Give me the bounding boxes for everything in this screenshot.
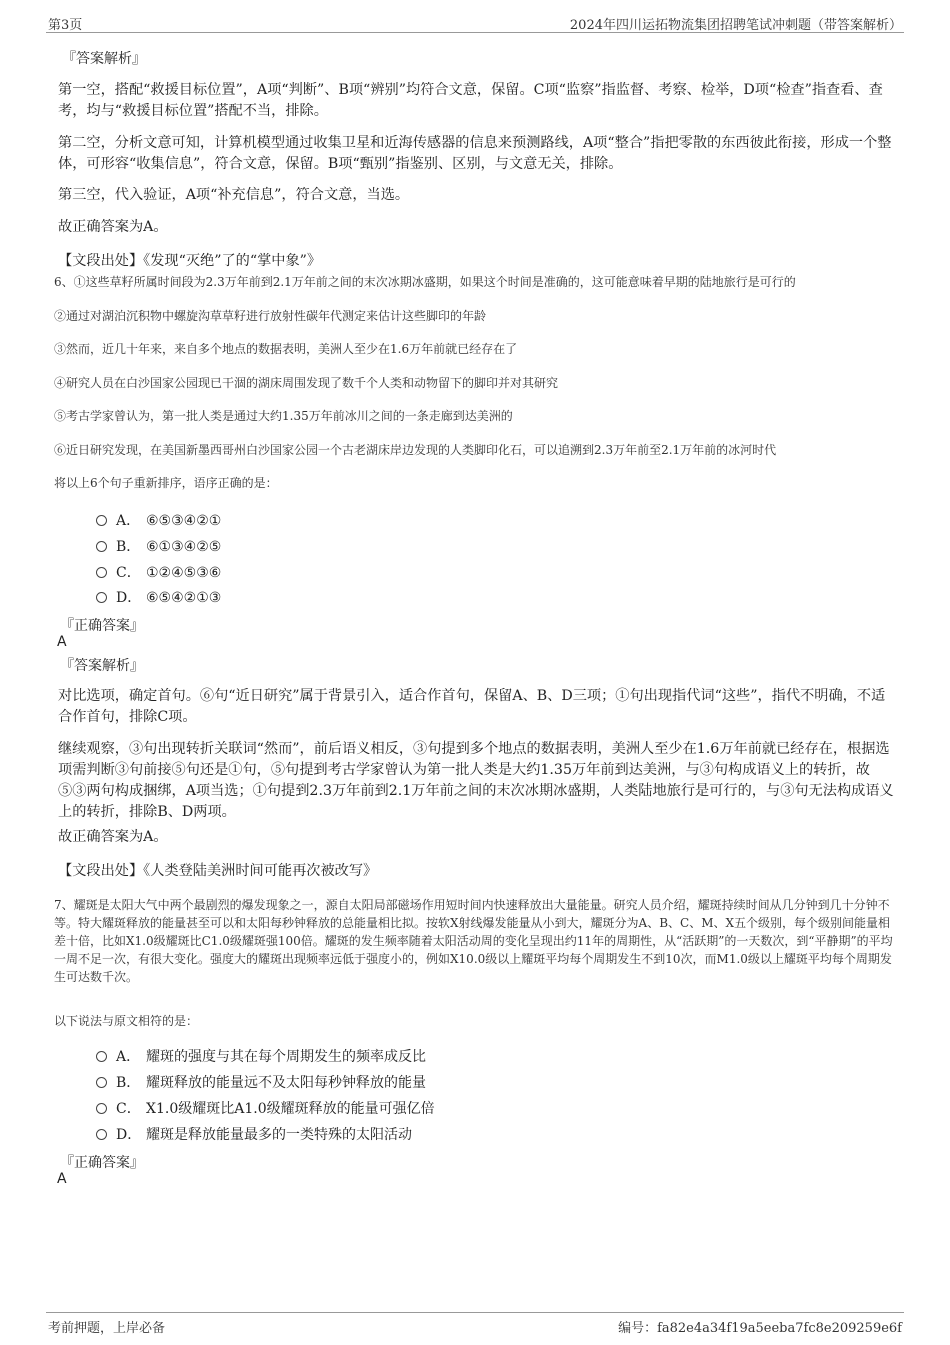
correct-answer: A [57, 1171, 67, 1187]
correct-answer-tag: 『正确答案』 [60, 1155, 144, 1171]
radio-icon[interactable] [96, 1077, 107, 1088]
radio-icon[interactable] [96, 1129, 107, 1140]
radio-icon[interactable] [96, 567, 107, 578]
radio-icon[interactable] [96, 541, 107, 552]
radio-icon[interactable] [96, 1051, 107, 1062]
analysis-paragraph-2: 第二空，分析文意可知，计算机模型通过收集卫星和近海传感器的信息来预测路线，A项“整合”指把零散的东西彼此衔接，形成一个整体，可形容“收集信息”，符合文意，保留。B项“甄别”指鉴别、区别，与文意无关，排除。 [58, 135, 892, 172]
correct-answer: A [57, 634, 67, 650]
source-citation: 【文段出处】《发现“灭绝”了的“掌中象”》 [58, 253, 322, 269]
analysis-paragraph-1: 对比选项，确定首句。⑥句“近日研究”属于背景引入，适合作首句，保留A、B、D三项；①句出现指代词“这些”，指代不明确，不适合作首句，排除C项。 [58, 688, 886, 725]
question-6-sentence-5: ⑤考古学家曾认为，第一批人类是通过大约1.35万年前冰川之间的一条走廊到达美洲的 [54, 409, 513, 423]
analysis-tag: 『答案解析』 [60, 658, 144, 674]
analysis-paragraph-2: 继续观察，③句出现转折关联词“然而”，前后语义相反，③句提到多个地点的数据表明，美洲人至少在1.6万年前就已经存在，根据选项需判断③句前接⑤句还是①句，⑤句提到考古学家曾认为第一批人类是大约1.35万年前到达美洲，与③句构成语义上的转折，故⑤③两句构成捆绑，A项当选；①句提到2.3万年前到2.1万年前之间的末次冰期冰盛期，人类陆地旅行是可行的，与③句无法构成语义上的转折，排除B、D两项。 [58, 741, 894, 820]
question-6-sentence-1: 6、①这些草籽所属时间段为2.3万年前到2.1万年前之间的末次冰期冰盛期，如果这个时间是准确的，这可能意味着早期的陆地旅行是可行的 [54, 275, 796, 289]
radio-icon[interactable] [96, 1103, 107, 1114]
radio-icon[interactable] [96, 515, 107, 526]
q6-option-b[interactable]: B． ⑥①③④②⑤ [96, 536, 221, 556]
analysis-paragraph-4: 故正确答案为A。 [58, 219, 168, 235]
page-footer [46, 1312, 904, 1335]
question-7-prompt: 以下说法与原文相符的是： [54, 1014, 199, 1028]
question-6-sentence-6: ⑥近日研究发现，在美国新墨西哥州白沙国家公园一个古老湖床岸边发现的人类脚印化石，可以追溯到2.3万年前至2.1万年前的冰河时代 [54, 443, 777, 457]
q7-option-b[interactable]: B． 耀斑释放的能量远不及太阳每秒钟释放的能量 [96, 1072, 426, 1092]
page-header [46, 12, 904, 33]
analysis-paragraph-1: 第一空，搭配“救援目标位置”，A项“判断”、B项“辨别”均符合文意，保留。C项“监察”指监督、考察、检举，D项“检查”指查看、查考，均与“救援目标位置”搭配不当，排除。 [58, 82, 883, 119]
analysis-paragraph-3: 第三空，代入验证，A项“补充信息”，符合文意，当选。 [58, 187, 410, 203]
q7-option-c[interactable]: C． X1.0级耀斑比A1.0级耀斑释放的能量可强亿倍 [96, 1098, 435, 1118]
q7-option-a[interactable]: A． 耀斑的强度与其在每个周期发生的频率成反比 [96, 1046, 426, 1066]
question-7-passage: 7、耀斑是太阳大气中两个最剧烈的爆发现象之一，源自太阳局部磁场作用短时间内快速释放出大量能量。研究人员介绍，耀斑持续时间从几分钟到几十分钟不等。特大耀斑释放的能量甚至可以和太阳每秒钟释放的总能量相比拟。按软X射线爆发能量从小到大，耀斑分为A、B、C、M、X五个级别，每个级别间能量相差十倍，比如X1.0级耀斑比C1.0级耀斑强100倍。耀斑的发生频率随着太阳活动周的变化呈现出约11年的周期性，从“活跃期”的一天数次，到“平静期”的平均一周不足一次，有很大变化。强度大的耀斑出现频率远低于强度小的，例如X10.0级以上耀斑平均每个周期发生不到10次，而M1.0级以上耀斑平均每个周期发生可达数千次。 [54, 898, 893, 984]
question-6-sentence-3: ③然而，近几十年来，来自多个地点的数据表明，美洲人至少在1.6万年前就已经存在了 [54, 342, 518, 356]
analysis-tag: 『答案解析』 [62, 51, 146, 67]
q6-option-a[interactable]: A． ⑥⑤③④②① [96, 510, 221, 530]
document-id: 编号：fa82e4a34f19a5eeba7fc8e209259e6f [618, 1321, 902, 1336]
document-title: 2024年四川运拓物流集团招聘笔试冲刺题（带答案解析） [569, 18, 902, 33]
page-number: 第3页 [48, 18, 83, 33]
analysis-paragraph-3: 故正确答案为A。 [58, 829, 168, 845]
correct-answer-tag: 『正确答案』 [60, 618, 144, 634]
question-6-prompt: 将以上6个句子重新排序，语序正确的是： [54, 476, 278, 490]
question-6-sentence-2: ②通过对湖泊沉积物中螺旋沟草草籽进行放射性碳年代测定来估计这些脚印的年龄 [54, 309, 487, 323]
radio-icon[interactable] [96, 592, 107, 603]
q6-option-d[interactable]: D． ⑥⑤④②①③ [96, 587, 221, 607]
q6-option-c[interactable]: C． ①②④⑤③⑥ [96, 562, 221, 582]
source-citation: 【文段出处】《人类登陆美洲时间可能再次被改写》 [58, 863, 378, 879]
footer-slogan: 考前押题，上岸必备 [48, 1321, 166, 1336]
q7-option-d[interactable]: D． 耀斑是释放能量最多的一类特殊的太阳活动 [96, 1124, 412, 1144]
question-6-sentence-4: ④研究人员在白沙国家公园现已干涸的湖床周围发现了数千个人类和动物留下的脚印并对其研究 [54, 376, 559, 390]
